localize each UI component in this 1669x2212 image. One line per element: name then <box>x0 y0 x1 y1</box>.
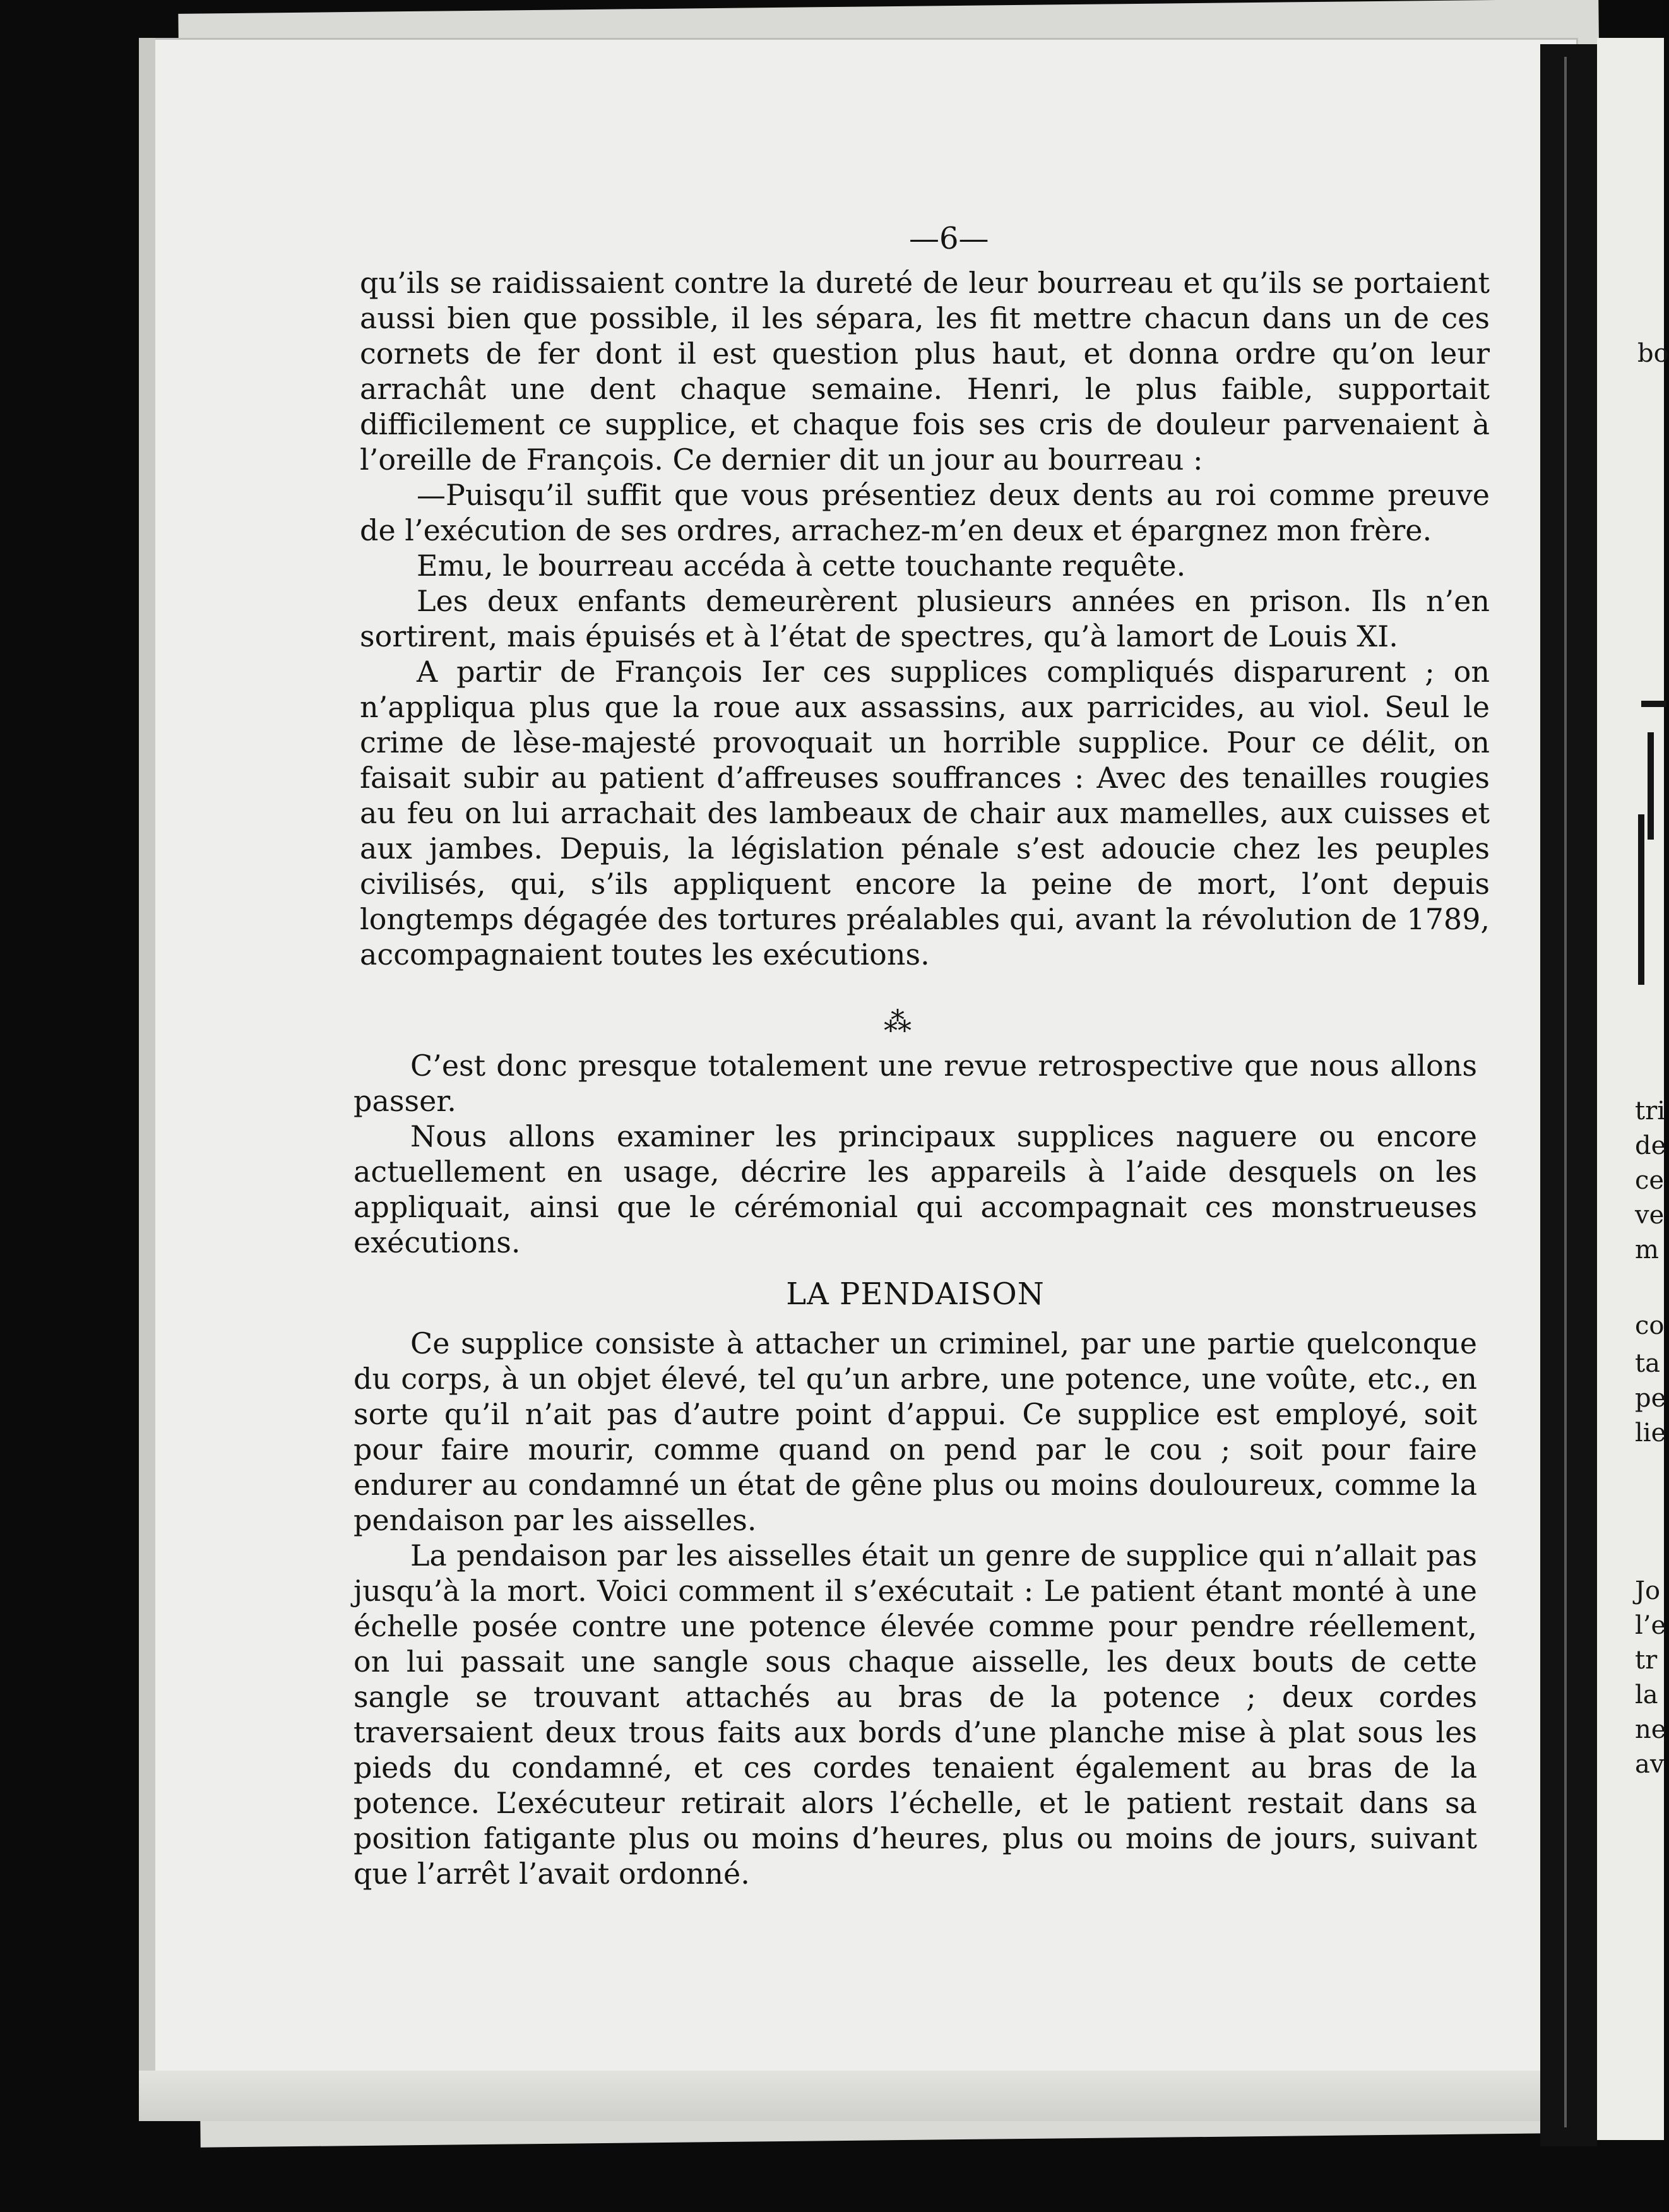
adjacent-text-fragment: ne <box>1635 1715 1666 1744</box>
adjacent-text-fragment: lie <box>1635 1418 1666 1448</box>
paragraph: A partir de François Ier ces supplices compliqués disparurent ; on n’appliqua plus que la roue aux assassins, aux parricides, au viol. Seul le crime de lèse-majesté provoquait un horrible supplice. Pour ce délit, on faisait subir au patient d’affreuses souffrances : Avec des tenailles rougies au feu on lui arrachait des lambeaux de chair aux mamelles, aux cuisses et aux jambes. Depuis, la législation pénale s’est adoucie chez les peuples civilisés, qui, s’ils appliquent encore la peine de mort, l’ont depuis longtemps dégagée des tortures préalables qui, avant la révolution de 1789, accompagnaient toutes les exécutions. <box>360 655 1490 972</box>
adjacent-text-fragment: la <box>1635 1680 1658 1710</box>
paragraph: Emu, le bourreau accéda à cette touchante requête. <box>417 549 1186 583</box>
adjacent-text-fragment: pe <box>1635 1384 1666 1413</box>
adjacent-text-fragment: l’e <box>1635 1611 1666 1640</box>
adjacent-text-fragment: bo <box>1637 339 1669 368</box>
adjacent-text-fragment: tri <box>1635 1097 1665 1126</box>
paragraph: —Puisqu’il suffit que vous présentiez deux dents au roi comme preuve de l’exécution de ses ordres, arrachez-m’en deux et épargnez mon frère. <box>360 478 1490 547</box>
lower-text-block <box>353 1048 1477 1891</box>
paragraph: qu’ils se raidissaient contre la dureté de leur bourreau et qu’ils se portaient aussi bien que possible, il les sépara, les fit mettre chacun dans un de ces cornets de fer dont il est question plus haut, et donna ordre qu’on leur arrachât une dent chaque semaine. Henri, le plus faible, supportait difficilement ce supplice, et chaque fois ses cris de douleur parvenaient à l’oreille de François. Ce dernier dit un jour au bourreau : <box>360 266 1490 477</box>
adjacent-mark <box>1638 814 1644 985</box>
book-spine-gutter <box>1540 44 1597 2146</box>
adjacent-text-fragment: ce <box>1635 1166 1665 1195</box>
adjacent-text-fragment: tr <box>1635 1646 1658 1675</box>
adjacent-text-fragment: Jo <box>1635 1576 1661 1605</box>
asterism-separator: ⁂ <box>884 1006 912 1038</box>
adjacent-mark <box>1648 732 1654 840</box>
adjacent-page-fragment <box>1597 38 1669 2140</box>
paragraph: Ce supplice consiste à attacher un criminel, par une partie quelconque du corps, à un objet élevé, tel qu’un arbre, une potence, une voûte, etc., en sorte qu’il n’ait pas d’autre point d’appui. Ce supplice est employé, soit pour faire mourir, comme quand on pend par le cou ; soit pour faire endurer au condamné un état de gêne plus ou moins douloureux, comme la pendaison par les aisselles. <box>353 1326 1477 1537</box>
gutter-line <box>1564 57 1567 2127</box>
page-bottom-shadow <box>139 2071 1578 2121</box>
paragraph: C’est donc presque totalement une revue retrospective que nous allons passer. <box>353 1049 1477 1118</box>
adjacent-text-fragment: ve <box>1635 1201 1665 1230</box>
adjacent-text-fragment: m <box>1635 1235 1659 1264</box>
adjacent-text-fragment: co <box>1635 1311 1665 1340</box>
adjacent-mark <box>1641 701 1666 707</box>
adjacent-text-fragment: ta <box>1635 1349 1660 1378</box>
page-edge <box>139 38 155 2121</box>
top-text-block <box>360 265 1490 972</box>
paragraph: Nous allons examiner les principaux supplices naguere ou encore actuellement en usage, décrire les appareils à l’aide desquels on les appliquait, ainsi que le cérémonial qui accompagnait ces monstrueuses exécutions. <box>353 1119 1477 1259</box>
paragraph: Les deux enfants demeurèrent plusieurs années en prison. Ils n’en sortirent, mais épuisés et à l’état de spectres, qu’à lamort de Louis XI. <box>360 584 1490 653</box>
adjacent-text-fragment: av <box>1635 1750 1665 1779</box>
section-heading: LA PENDAISON <box>786 1276 1045 1312</box>
paragraph: La pendaison par les aisselles était un genre de supplice qui n’allait pas jusqu’à la mort. Voici comment il s’exécutait : Le patient étant monté à une échelle posée contre une potence élevée comme pour pendre réellement, on lui passait une sangle sous chaque aisselle, les deux bouts de cette sangle se trouvant attachés au bras de la potence ; deux cordes traversaient deux trous faits aux bords d’une planche mise à plat sous les pieds du condamné, et ces cordes tenaient également au bras de la potence. L’exécuteur retirait alors l’échelle, et le patient restait dans sa position fatigante plus ou moins d’heures, plus ou moins de jours, suivant que l’arrêt l’avait ordonné. <box>353 1538 1477 1891</box>
adjacent-text-fragment: de <box>1635 1131 1666 1160</box>
page-number: —6— <box>909 221 989 256</box>
